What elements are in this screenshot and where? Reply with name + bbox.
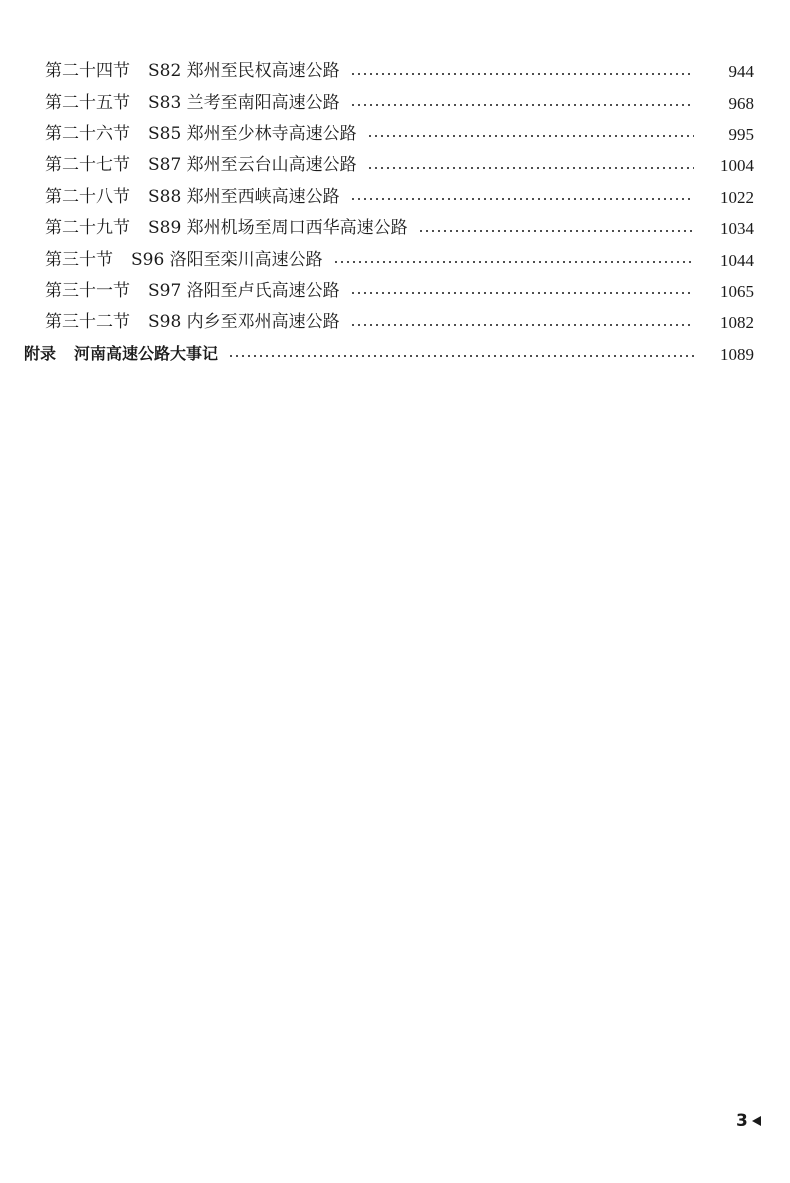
dot-leader [367, 129, 694, 143]
toc-entry[interactable] [0, 244, 790, 275]
dot-leader [418, 224, 694, 238]
page-number: 1082 [720, 313, 754, 333]
table-of-contents [0, 56, 790, 370]
section-title: S83 兰考至南阳高速公路 [148, 92, 340, 113]
toc-entry[interactable] [0, 119, 790, 150]
section-title: S87 郑州至云台山高速公路 [148, 155, 357, 176]
section-title: S88 郑州至西峡高速公路 [148, 186, 340, 207]
section-number: 第二十七节 [45, 155, 130, 176]
section-number: 第三十节 [45, 249, 113, 270]
left-triangle-icon [752, 1116, 761, 1126]
toc-entry[interactable] [0, 87, 790, 118]
page-number: 1089 [720, 344, 754, 364]
appendix-title: 河南高速公路大事记 [74, 344, 219, 364]
dot-leader [350, 286, 694, 300]
page-number: 1065 [720, 281, 754, 301]
toc-entry[interactable] [0, 307, 790, 338]
dot-leader [350, 318, 694, 332]
section-title: S98 内乡至邓州高速公路 [148, 312, 340, 333]
section-number: 第三十一节 [45, 280, 130, 301]
footer-page-number: 3 [736, 1111, 748, 1131]
page-number: 968 [728, 93, 754, 113]
dot-leader [350, 98, 694, 112]
dot-leader [333, 255, 694, 269]
page-number: 944 [728, 62, 754, 82]
toc-entry-appendix[interactable] [0, 339, 790, 370]
page-number: 1022 [720, 187, 754, 207]
page-footer [736, 1111, 761, 1131]
dot-leader [367, 161, 694, 175]
section-title: S82 郑州至民权高速公路 [148, 61, 340, 82]
section-number: 第二十九节 [45, 218, 130, 239]
page-number: 1004 [720, 156, 754, 176]
toc-entry[interactable] [0, 276, 790, 307]
section-number: 第二十五节 [45, 92, 130, 113]
page-number: 1044 [720, 250, 754, 270]
section-number: 第二十六节 [45, 123, 130, 144]
section-number: 第二十八节 [45, 186, 130, 207]
section-title: S97 洛阳至卢氏高速公路 [148, 280, 340, 301]
toc-entry[interactable] [0, 213, 790, 244]
toc-entry[interactable] [0, 150, 790, 181]
section-number: 第三十二节 [45, 312, 130, 333]
dot-leader [350, 67, 694, 81]
dot-leader [228, 349, 694, 363]
appendix-label: 附录 [24, 344, 57, 364]
section-title: S85 郑州至少林寺高速公路 [148, 123, 357, 144]
toc-entry[interactable] [0, 56, 790, 87]
page-number: 1034 [720, 219, 754, 239]
toc-entry[interactable] [0, 182, 790, 213]
section-title: S89 郑州机场至周口西华高速公路 [148, 218, 408, 239]
section-title: S96 洛阳至栾川高速公路 [131, 249, 323, 270]
section-number: 第二十四节 [45, 61, 130, 82]
page-number: 995 [728, 124, 754, 144]
dot-leader [350, 192, 694, 206]
